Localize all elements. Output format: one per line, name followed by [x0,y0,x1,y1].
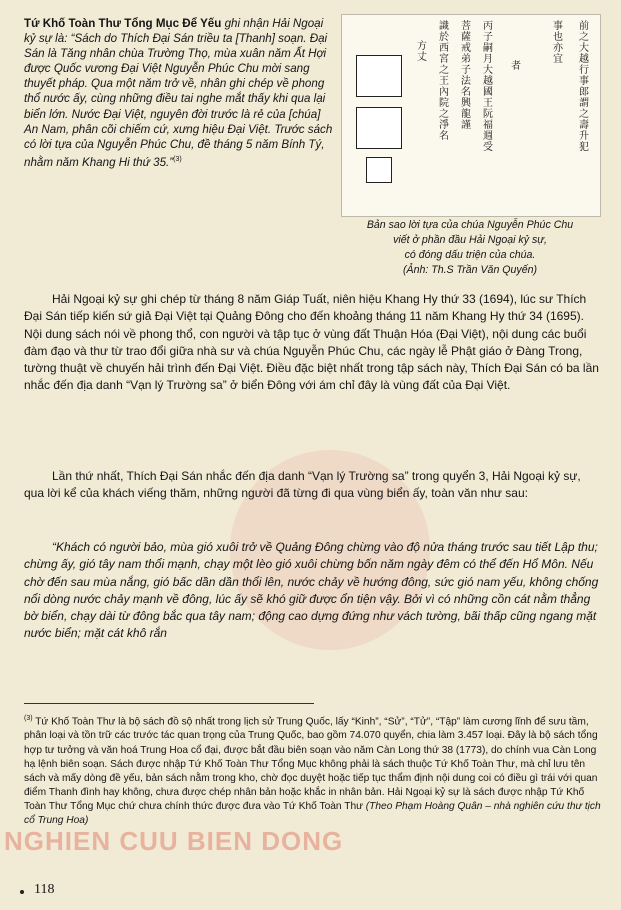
caption-line: viết ở phần đầu Hải Ngoại kỷ sự, [393,234,547,246]
paragraph-2: Lần thứ nhất, Thích Đại Sán nhắc đến địa danh “Vạn lý Trường sa” trong quyển 3, Hải Ngoại kỷ sự, qua lời kể của khách viếng thăm, những người đã từng đi qua vùng biển ấy, toàn văn như sau: [24,469,581,501]
intro-paragraph [24,16,336,170]
figure-text-column: 者 [511,61,521,72]
intro-note-ref: (3) [173,155,182,163]
paragraph-1: Hải Ngoại kỷ sự ghi chép từ tháng 8 năm Giáp Tuất, niên hiệu Khang Hy thứ 33 (1694), lúc sư Thích Đại Sán tiếp kiến sứ giả Đại Việt tại Quảng Đông cho đến khoảng tháng 11 năm Khang Hy thứ 34 (1695). Nội dung sách nói về phong thổ, con người và tập tục ở vùng đất Thuận Hóa (Đại Việt), nội dung các buổi đàm đạo và thư từ trao đổi giữa nhà sư và chúa Nguyễn Phúc Chu, các ngày lễ Phật giáo ở Đàng Trong, tường thuật về chuyến hải trình đến Đại Việt. Điều đặc biệt nhất trong tập sách này, Thích Đại Sán có ba lần nhắc đến địa danh “Vạn lý Trường sa” ở biển Đông với ám chỉ đây là vùng đất của Đại Việt. [24,292,599,393]
caption-credit: (Ảnh: Th.S Trần Văn Quyến) [402,264,538,276]
figure-text-column: 事也亦宜 [553,21,563,65]
seal-mark [366,157,392,183]
quote-paragraph: “Khách có người bảo, mùa gió xuôi trở về Quảng Đông chừng vào độ nửa tháng trước sau tiết Lập thu; chừng ấy, gió tây nam thổi mạnh, chạy một lèo gió xuôi chừng bốn năm ngày đêm có thể đến Hổ Môn. Nếu chờ đến sau mùa nắng, gió bấc dần dần thổi lên, nước chảy về hướng đông, sức gió nam yếu, không chống nổi dòng nước chảy mạnh về đông, lúc ấy sẽ khó giữ được ổn tiện vậy. Bởi vì có những cồn cát nằm thẳng bờ biển, chạy dài từ đông bắc qua tây nam; động cao dựng đứng như vách tường, bãi thấp cũng ngang mặt nước biển; mặt cát khô rắn [24,540,599,641]
watermark: NGHIEN CUU BIEN DONG [4,826,344,856]
intro-body: ghi nhận Hải Ngoại kỷ sự là: “Sách do Thích Đại Sán triều ta [Thanh] soạn. Đại Sán là Tăng nhân chùa Trường Thọ, mùa xuân năm Ất Hợi được Quốc vương Đại Việt Nguyễn Phúc Chu mời sang thuyết pháp. Qua một năm trở về, nhân ghi chép về phong thổ nước ấy, cùng những điều tai nghe mắt thấy khi qua lại biển lớn. Nước Đại Việt, nguyên đời trước là rẻ của [chúa] An Nam, phân cõi chiếm cứ, xưng hiệu Đại Việt. Trước sách có lời tựa của Nguyễn Phúc Chu, đề tháng 5 năm Bính Tý, nhằm năm Khang Hi thứ 35.” [24,17,333,169]
seal-mark [356,55,402,97]
footnote-ref: (3) [24,715,33,722]
page-number: 118 [34,882,55,897]
seal-mark [356,107,402,149]
footnote-divider [24,703,314,704]
figure-text-column: 識於西宮之王內院之淨名 [439,21,449,142]
caption-line: Bản sao lời tựa của chúa Nguyễn Phúc Chu [366,219,574,231]
page-bullet [20,890,24,894]
figure-text-column: 丙子嗣月大越國王阮福週受 [483,21,493,153]
intro-title: Tứ Khố Toàn Thư Tổng Mục Để Yếu [24,17,222,30]
figure-caption [338,218,602,278]
footnote-source: (Theo Phạm Hoàng Quân – nhà nghiên cứu thư tịch cổ Trung Hoa) [24,800,601,827]
figure-text-column: 菩薩戒弟子法名興龍謹 [461,21,471,131]
footnote-text: Tứ Khố Toàn Thư là bộ sách đồ sộ nhất trong lịch sử Trung Quốc, lấy “Kinh”, “Sử”, “Tử”, “Tập” làm cương lĩnh để sưu tầm, phân loại và tồn trữ các trước tác quan trọng của Trung Quốc, bao gồm 74.070 quyển, chia làm 3.457 loại. Đây là bộ sách tổng hợp tư tưởng và văn hoá Trung Hoa cổ đại, được bắt đầu biên soạn vào năm Càn Long thứ 38 (1773), do chính vua Càn Long hạ lệnh biên soạn. Sách được nhập Tứ Khố Toàn Thư Tổng Mục không phải là sách thuộc Tứ Khố Toàn Thư, mà chỉ lưu tên sách và mấy dòng đề yếu, bản sách nằm trong kho, chờ đọc duyệt hoặc tiếp tục thẩm định nội dung coi có điều gì trái với quan điểm Thanh đình hay không, chưa được chép nhân bản hoặc khắc in nhân bản. Hải Ngoại kỷ sự là sách được nhập Tứ Khố Toàn Thư Tổng Mục chứ chưa chính thức được đưa vào Tứ Khố Toàn Thư [24,716,598,812]
figure-image [341,14,601,217]
footnote [24,712,602,828]
figure-text-column: 前之大越行事郎謂之壽升犯 [579,21,589,153]
caption-line: có đóng dấu triện của chúa. [404,249,536,261]
figure-text-column: 方丈 [417,41,427,63]
